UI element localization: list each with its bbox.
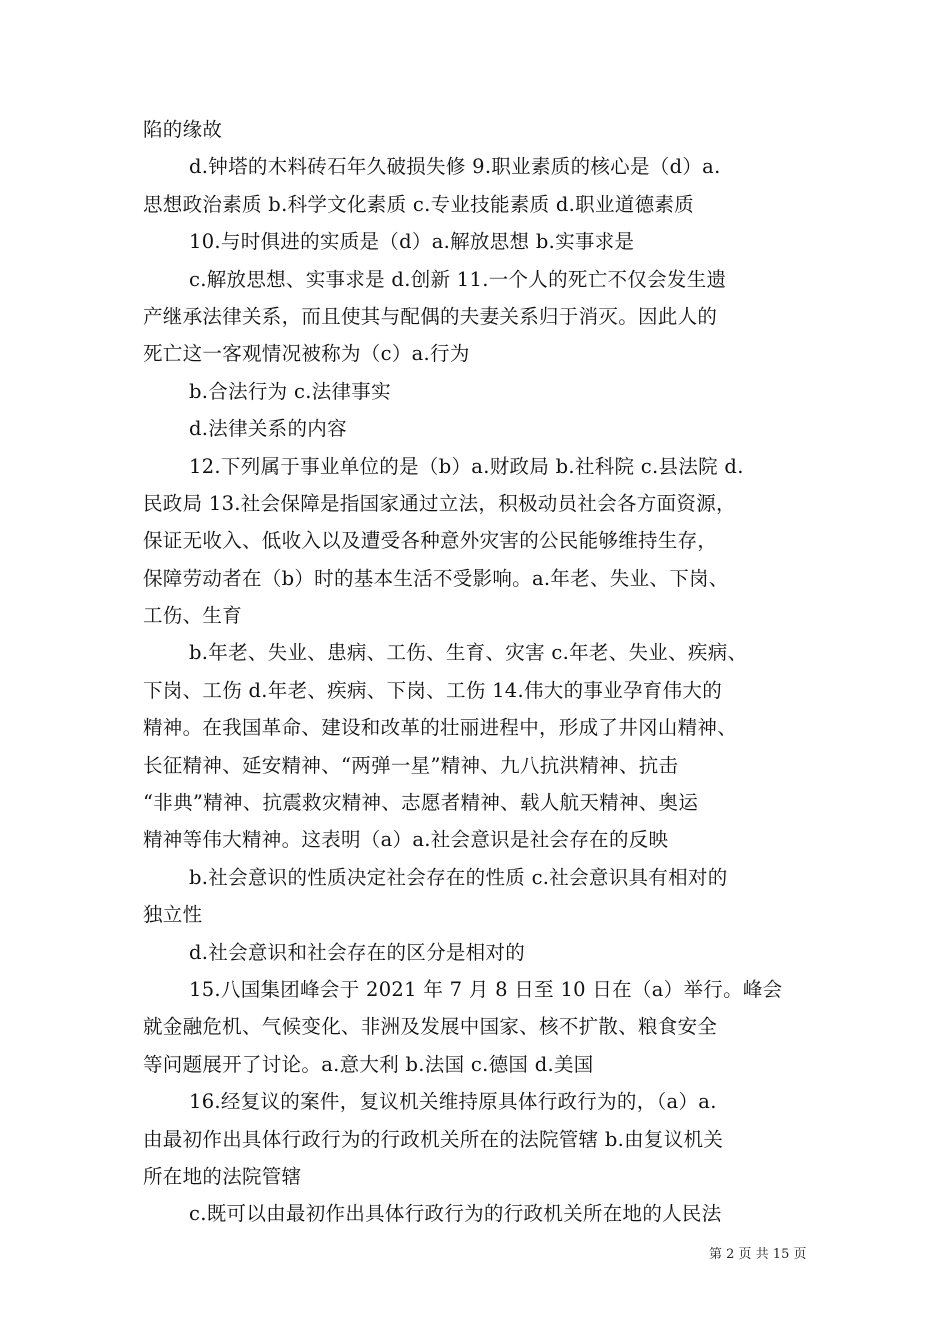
text-line: 工伤、生育: [143, 604, 243, 628]
text-line: 就金融危机、气候变化、非洲及发展中国家、核不扩散、粮食安全: [143, 1015, 718, 1039]
text-line: 保证无收入、低收入以及遭受各种意外灾害的公民能够维持生存，: [143, 529, 718, 553]
text-line: d.法律关系的内容: [189, 417, 347, 441]
text-line: b.社会意识的性质决定社会存在的性质 c.社会意识具有相对的: [189, 865, 728, 889]
text-line: 由最初作出具体行政行为的行政机关所在的法院管辖 b.由复议机关: [143, 1127, 724, 1151]
text-line: 产继承法律关系，而且使其与配偶的夫妻关系归于消灭。因此人的: [143, 304, 718, 328]
text-line: 下岗、工伤 d.年老、疾病、下岗、工伤 14.伟大的事业孕育伟大的: [143, 678, 722, 702]
text-line: 精神。在我国革命、建设和改革的壮丽进程中，形成了井冈山精神、: [143, 716, 738, 740]
text-line: d.钟塔的木料砖石年久破损失修 9.职业素质的核心是（d）a.: [189, 155, 721, 179]
text-line: 12.下列属于事业单位的是（b）a.财政局 b.社科院 c.县法院 d.: [189, 454, 744, 478]
text-line: 等问题展开了讨论。a.意大利 b.法国 c.德国 d.美国: [143, 1052, 594, 1076]
page-number-footer: 第 2 页 共 15 页: [709, 1247, 807, 1262]
text-line: 10.与时俱进的实质是（d）a.解放思想 b.实事求是: [189, 230, 635, 254]
text-line: c.既可以由最初作出具体行政行为的行政机关所在地的人民法: [189, 1202, 722, 1226]
text-line: c.解放思想、实事求是 d.创新 11.一个人的死亡不仅会发生遗: [189, 267, 727, 291]
text-line: 死亡这一客观情况被称为（c）a.行为: [143, 342, 470, 366]
text-line: 精神等伟大精神。这表明（a）a.社会意识是社会存在的反映: [143, 828, 669, 852]
text-line: 思想政治素质 b.科学文化素质 c.专业技能素质 d.职业道德素质: [143, 192, 694, 216]
text-line: 独立性: [143, 903, 203, 927]
text-line: b.合法行为 c.法律事实: [189, 379, 391, 403]
text-line: b.年老、失业、患病、工伤、生育、灾害 c.年老、失业、疾病、: [189, 641, 748, 665]
document-body: [143, 111, 815, 1233]
text-line: d.社会意识和社会存在的区分是相对的: [189, 940, 526, 964]
text-line: 15.八国集团峰会于 2021 年 7 月 8 日至 10 日在（a）举行。峰会: [189, 977, 783, 1001]
text-line: 民政局 13.社会保障是指国家通过立法，积极动员社会各方面资源，: [143, 491, 736, 515]
text-line: 16.经复议的案件，复议机关维持原具体行政行为的，（a）a.: [189, 1090, 717, 1114]
text-line: “非典”精神、抗震救灾精神、志愿者精神、载人航天精神、奥运: [143, 791, 699, 815]
text-line: 保障劳动者在（b）时的基本生活不受影响。a.年老、失业、下岗、: [143, 566, 729, 590]
text-line: 长征精神、延安精神、“两弹一星”精神、九八抗洪精神、抗击: [143, 753, 679, 777]
text-line: 所在地的法院管辖: [143, 1164, 302, 1188]
text-line: 陷的缘故: [143, 118, 223, 141]
